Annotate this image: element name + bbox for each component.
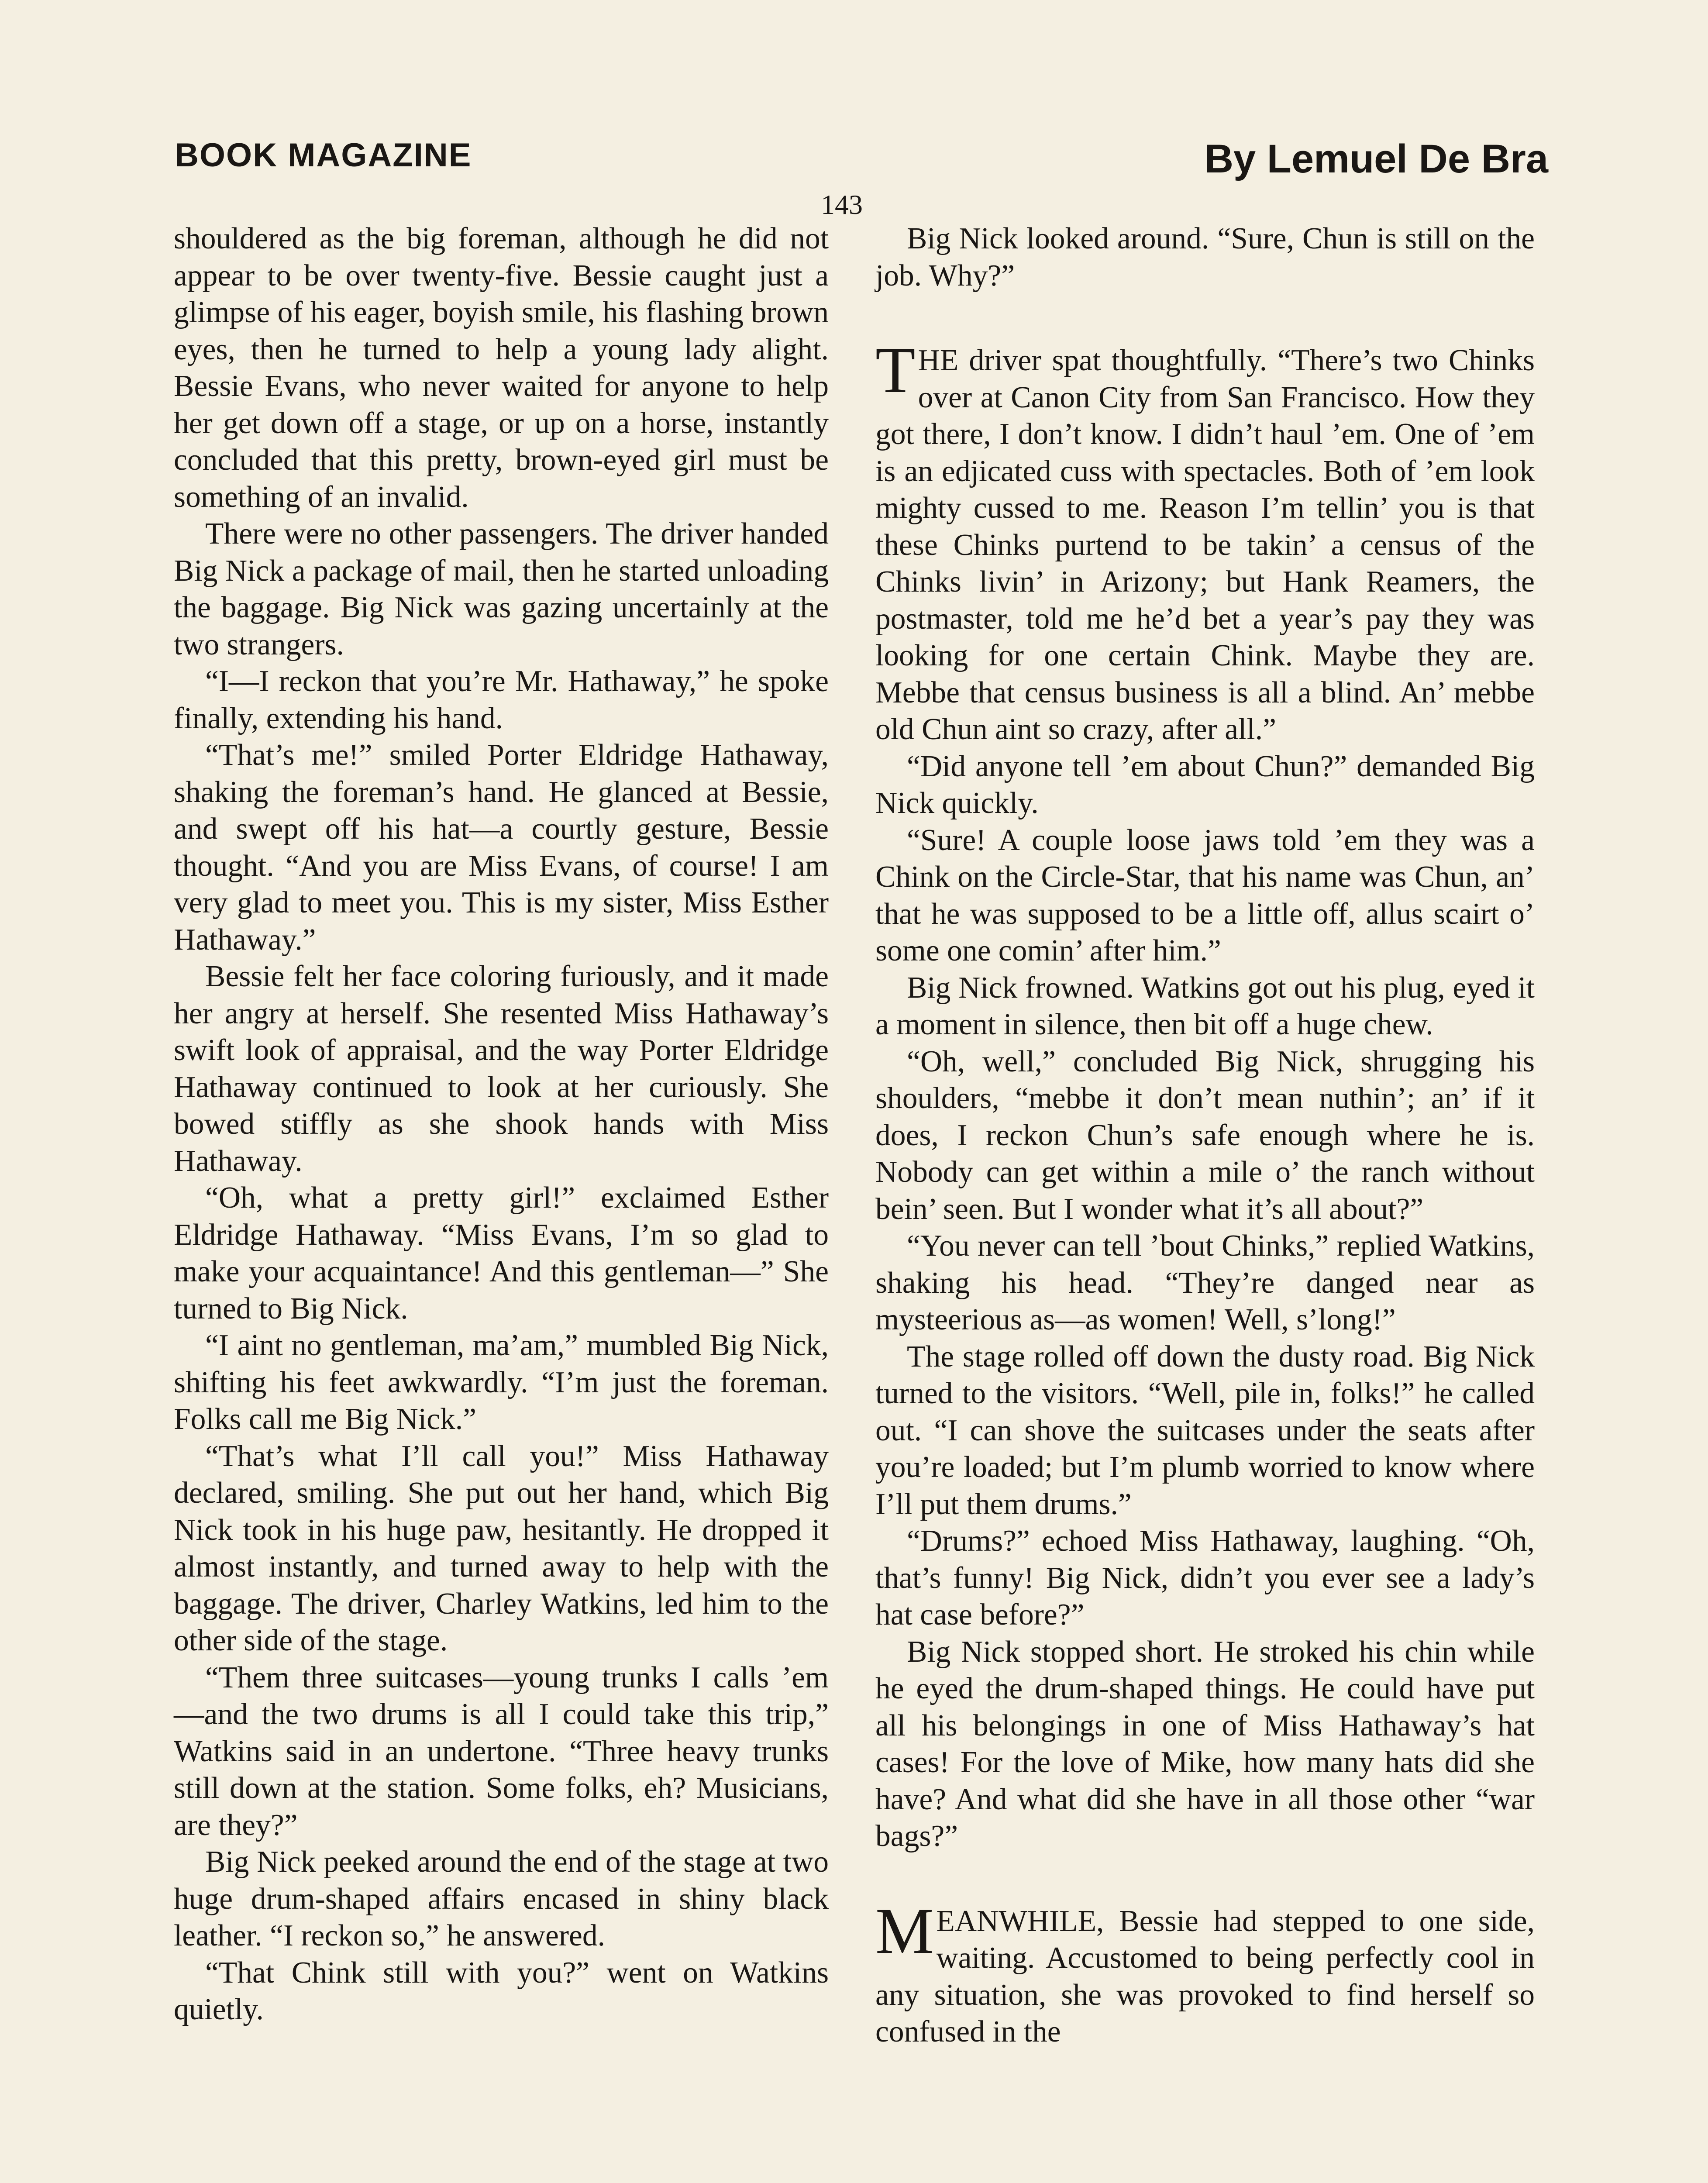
author-byline: By Lemuel De Bra: [1204, 137, 1548, 181]
magazine-title: BOOK MAGAZINE: [175, 137, 472, 174]
section-opening-paragraph: [875, 1894, 1535, 2051]
drop-cap: T: [875, 334, 916, 406]
paragraph: Big Nick peeked around the end of the stage at two huge drum-shaped affairs encased in shiny black leather. “I reckon so,” he answered.: [174, 1845, 829, 1952]
paragraph: “Did anyone tell ’em about Chun?” demanded Big Nick quickly.: [875, 749, 1535, 820]
paragraph: “I aint no gentleman, ma’am,” mumbled Big Nick, shifting his feet awkwardly. “I’m just the foreman. Folks call me Big Nick.”: [174, 1329, 829, 1436]
paragraph: Bessie felt her face coloring furiously, and it made her angry at herself. She resented Miss Hathaway’s swift look of appraisal, and the way Porter Eldridge Hathaway continued to look at her curiously. She bowed stiffly as she shook hands with Miss Hathaway.: [174, 960, 829, 1178]
paragraph-text: EANWHILE, Bessie had stepped to one side, waiting. Accustomed to being perfectly cool in any situation, she was provoked to find herself so confused in the: [875, 1904, 1535, 2049]
paragraph: “That’s me!” smiled Porter Eldridge Hathaway, shaking the foreman’s hand. He glanced at Bessie, and swept off his hat—a courtly gesture, Bessie thought. “And you are Miss Evans, of course! I am very glad to meet you. This is my sister, Miss Esther Hathaway.”: [174, 738, 829, 957]
paragraph: shouldered as the big foreman, although he did not appear to be over twenty-five. Bessie caught just a glimpse of his eager, boyish smile, his flashing brown eyes, then he turned to help a young lady alight. Bessie Evans, who never waited for anyone to help her get down off a stage, or up on a horse, instantly concluded that this pretty, brown-eyed girl must be something of an invalid.: [174, 222, 829, 514]
paragraph: “Oh, what a pretty girl!” exclaimed Esther Eldridge Hathaway. “Miss Evans, I’m so glad to make your acquaintance! And this gentleman—” She turned to Big Nick.: [174, 1181, 829, 1326]
paragraph: Big Nick frowned. Watkins got out his plug, eyed it a moment in silence, then bit off a huge chew.: [875, 971, 1535, 1041]
paragraph: “That Chink still with you?” went on Watkins quietly.: [174, 1956, 829, 2026]
left-column: [174, 220, 829, 2028]
paragraph: There were no other passengers. The driver handed Big Nick a package of mail, then he started unloading the baggage. Big Nick was gazing uncertainly at the two strangers.: [174, 517, 829, 661]
paragraph: “Them three suitcases—young trunks I calls ’em—and the two drums is all I could take this trip,” Watkins said in an undertone. “Three heavy trunks still down at the station. Some folks, eh? Musicians, are they?”: [174, 1660, 829, 1842]
paragraph: “I—I reckon that you’re Mr. Hathaway,” he spoke finally, extending his hand.: [174, 665, 829, 735]
paragraph: “Drums?” echoed Miss Hathaway, laughing. “Oh, that’s funny! Big Nick, didn’t you ever see a lady’s hat case before?”: [875, 1524, 1535, 1632]
paragraph: “You never can tell ’bout Chinks,” replied Watkins, shaking his head. “They’re danged near as mysteerious as—as women! Well, s’long!”: [875, 1229, 1535, 1336]
paragraph: Big Nick looked around. “Sure, Chun is still on the job. Why?”: [875, 222, 1535, 293]
paragraph: “Oh, well,” concluded Big Nick, shrugging his shoulders, “mebbe it don’t mean nuthin’; an’ if it does, I reckon Chun’s safe enough where he is. Nobody can get within a mile o’ the ranch without bein’ seen. But I wonder what it’s all about?”: [875, 1044, 1535, 1226]
drop-cap: M: [875, 1894, 934, 1967]
paragraph: The stage rolled off down the dusty road. Big Nick turned to the visitors. “Well, pile in, folks!” he called out. “I can shove the suitcases under the seats after you’re loaded; but I’m plumb worried to know where I’ll put them drums.”: [875, 1339, 1535, 1521]
paragraph: Big Nick stopped short. He stroked his chin while he eyed the drum-shaped things. He could have put all his belongings in one of Miss Hathaway’s hat cases! For the love of Mike, how many hats did she have? And what did she have in all those other “war bags?”: [875, 1635, 1535, 1853]
right-column: [875, 220, 1535, 2051]
page-number: 143: [821, 189, 863, 220]
paragraph: “That’s what I’ll call you!” Miss Hathaway declared, smiling. She put out her hand, which Big Nick took in his huge paw, hesitantly. He dropped it almost instantly, and turned away to help with the baggage. The driver, Charley Watkins, led him to the other side of the stage.: [174, 1439, 829, 1657]
paragraph-text: HE driver spat thoughtfully. “There’s two Chinks over at Canon City from San Francisco. How they got there, I don’t know. I didn’t haul ’em. One of ’em is an edjicated cuss with spectacles. Both of ’em look mighty cussed to me. Reason I’m tellin’ you is that these Chinks purtend to be takin’ a census of the Chinks livin’ in Arizony; but Hank Reamers, the postmaster, told me he’d bet a year’s pay they was looking for one certain Chink. Maybe they are. Mebbe that census business is all a blind. An’ mebbe old Chun aint so crazy, after all.”: [875, 344, 1535, 746]
section-opening-paragraph: [875, 334, 1535, 748]
paragraph: “Sure! A couple loose jaws told ’em they was a Chink on the Circle-Star, that his name was Chun, an’ that he was supposed to be a little off, allus scairt o’ some one comin’ after him.”: [875, 823, 1535, 968]
